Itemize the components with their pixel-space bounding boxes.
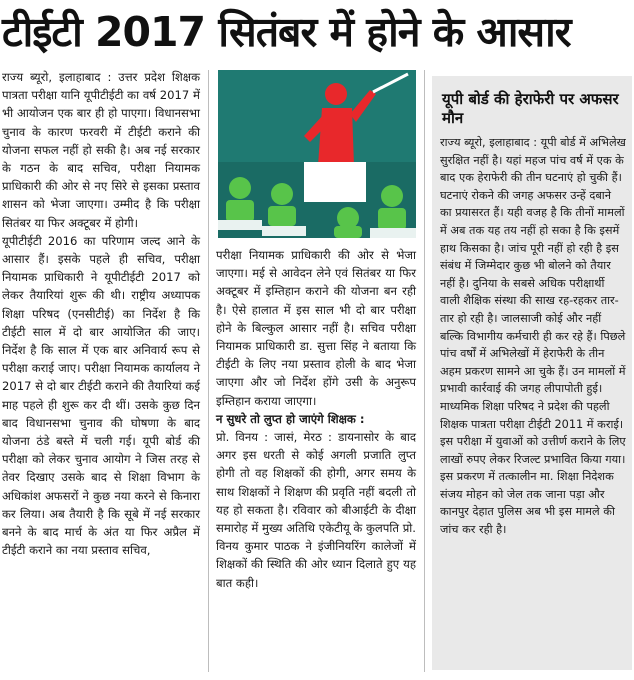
article-paragraph: प्रो. विनय : जासं, मेरठ : डायनासोर के बाद अगर इस धरती से कोई अगली प्रजाति लुप्त होगी तो वह शिक्षकों की होगी, अगर समय के साथ शिक्षकों ने शिक्षण की प्रवृति नहीं बदली तो यह हो सकता है। रविवार को बीआईटी के दीक्षा समारोह में मुख्य अतिथि एकेटीयू के कुलपति प्रो. विनय कुमार पाठक ने इंजीनियरिंग कालेजों में शिक्षकों की स्थिति की ओर ध्यान दिलाते हुए यह बात कही। bbox=[216, 430, 416, 590]
article-column-2 bbox=[216, 246, 416, 592]
sidebar-body: राज्य ब्यूरो, इलाहाबाद : यूपी बोर्ड में अभिलेख सुरक्षित नहीं है। यहां महज पांच वर्ष में एक के बाद एक हेराफेरी की तीन घटनाएं हो चुकी हैं। घटनाएं रोकने की जगह अफसर उन्हें दबाने का प्रयासरत हैं। यही वजह है कि तीनों मामलों में अब तक यह तय नहीं हो सका है कि इसमें हाथ किसका है। जांच पूरी नहीं हो रही है इस संबंध में जिम्मेदार कुछ भी बोलने को तैयार नहीं है। दुनिया के सबसे अधिक परीक्षार्थी वाली शैक्षिक संस्था की साख रह-रहकर तार-तार हो रही है। जालसाजी कोई और नहीं बल्कि विभागीय कर्मचारी ही कर रहे हैं। पिछले पांच वर्षों में अभिलेखों में हेराफेरी के तीन अहम प्रकरण सामने आ चुके हैं। उन मामलों में प्रभावी कार्रवाई की जगह लीपापोती हुई। माध्यमिक शिक्षा परिषद ने प्रदेश की पहली शिक्षक पात्रता परीक्षा टीईटी 2011 में कराई। इस परीक्षा में युवाओं को उत्तीर्ण कराने के लिए लाखों रुपए लेकर रिजल्ट प्रभावित किया गया। इस प्रकरण में तत्कालीन मा. शिक्षा निदेशक संजय मोहन को जेल तक जाना पड़ा और कानपुर देहात पुलिस अब भी इस मामले की जांच कर रही है। bbox=[440, 136, 626, 537]
sidebar-box bbox=[432, 76, 632, 670]
pointer-stick bbox=[373, 74, 408, 92]
column-divider bbox=[208, 70, 209, 672]
illustration bbox=[218, 70, 416, 238]
teacher-classroom-illustration bbox=[218, 70, 416, 238]
article-paragraph: यूपीटीईटी 2016 का परिणाम जल्द आने के आसार हैं। इसके पहले ही सचिव, परीक्षा नियामक प्राधिकारी ने यूपीटीईटी 2017 को लेकर तैयारियां शुरू की थी। राष्ट्रीय अध्यापक शिक्षा परिषद (एनसीटीई) का निर्देश है कि टीईटी साल में दो बार आयोजित की जाए। निर्देश है कि साल में एक बार अनिवार्य रूप से परीक्षा कराई जाए। परीक्षा नियामक कार्यालय ने 2017 से दो बार टीईटी कराने की तैयारियां कई माह पहले ही शुरू कर दी थीं। उसके कुछ दिन बाद विधानसभा चुनाव की घोषणा के बाद योजना ठंडे बस्ते में चली गई। यूपी बोर्ड की परीक्षा को लेकर चुनाव आयोग ने जिस तरह से तेवर दिखाए उसके बाद से शिक्षा विभाग के अधिकांश अफसरों ने कुछ नया करने से किनारा कर लिया। अब तैयारी है कि सूबे में नई सरकार बनने के बाद मार्च के अंत या फिर अप्रैल में टीईटी कराने का नया प्रस्ताव सचिव, bbox=[2, 233, 200, 558]
subheading: न सुधरे तो लुप्त हो जाएंगे शिक्षक : bbox=[216, 411, 365, 426]
lectern bbox=[304, 162, 366, 202]
sidebar-title: यूपी बोर्ड की हेराफेरी पर अफसर मौन bbox=[442, 90, 619, 127]
article-paragraph bbox=[216, 410, 416, 428]
article-paragraph: परीक्षा नियामक प्राधिकारी की ओर से भेजा जाएगा। मई से आवेदन लेने एवं सितंबर या फिर अक्टूबर में इम्तिहान कराने की योजना बन रही है। ऐसे हालात में इस साल भी दो बार परीक्षा होने के बिल्कुल आसार नहीं है। सचिव परीक्षा नियामक प्राधिकारी डा. सुत्ता सिंह ने बताया कि टीईटी के लिए नया प्रस्ताव होली के बाद भेजा जाएगा और जो निर्देश होंगे उसी के अनुरूप इम्तिहान कराया जाएगा। bbox=[216, 248, 416, 408]
headline: टीईटी 2017 सितंबर में होने के आसार bbox=[2, 8, 571, 56]
article-paragraph: राज्य ब्यूरो, इलाहाबाद : उत्तर प्रदेश शिक्षक पात्रता परीक्षा यानि यूपीटीईटी का वर्ष 2017 में भी आयोजन एक बार ही हो पाएगा। विधानसभा चुनाव के कारण फरवरी में टीईटी कराने की योजना सफल नहीं हो सकी है। अब नई सरकार के गठन के बाद सचिव, परीक्षा नियामक प्राधिकारी की ओर से नए सिरे से इसका प्रस्ताव शासन को भेजा जाएगा। उम्मीद है कि परीक्षा सितंबर या फिर अक्टूबर में होगी। bbox=[2, 70, 200, 230]
column-divider bbox=[424, 70, 425, 672]
article-column-1 bbox=[2, 68, 200, 559]
